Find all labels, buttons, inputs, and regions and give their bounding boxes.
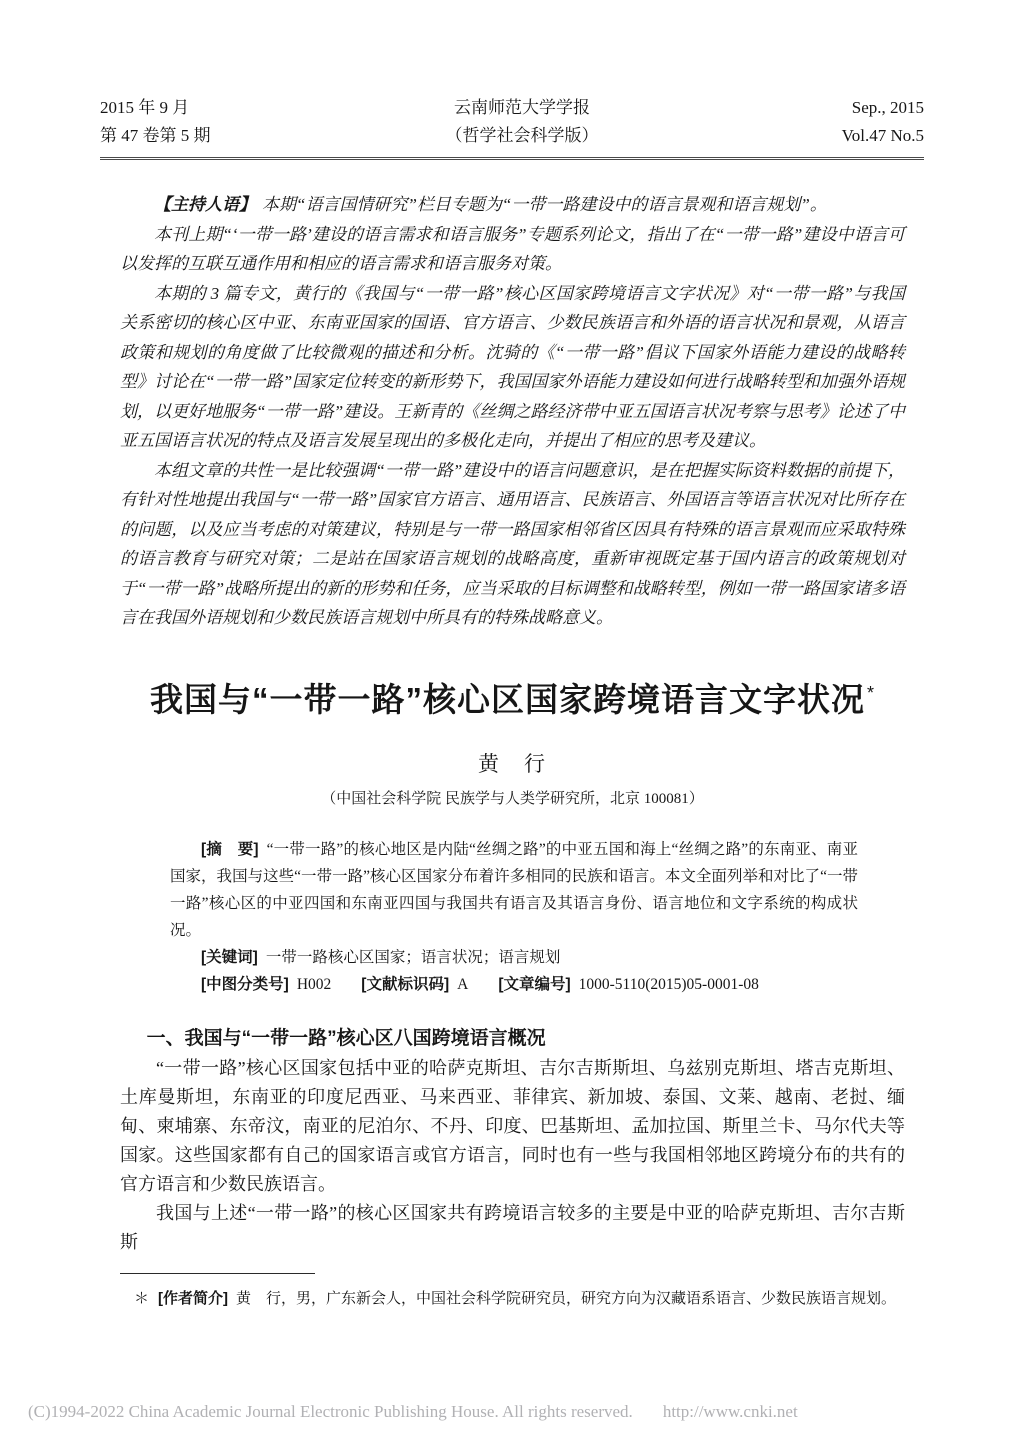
- footnote-text: 黄 行，男，广东新会人，中国社会科学院研究员，研究方向为汉藏语系语言、少数民族语言规划。: [236, 1290, 897, 1307]
- keywords-label: [关键词]: [201, 948, 258, 966]
- footnote-separator: [120, 1273, 315, 1274]
- abstract-label: [摘 要]: [201, 840, 259, 858]
- header-volume-en: Vol.47 No.5: [841, 126, 924, 145]
- title-footnote-mark: *: [866, 682, 875, 703]
- article-id-label: [文章编号]: [498, 975, 571, 993]
- clc-value: H002: [296, 975, 332, 993]
- author-bio-footnote: [120, 1287, 905, 1311]
- page-body: [120, 190, 905, 1311]
- footnote-mark: ＊: [134, 1290, 150, 1307]
- article-meta: [170, 836, 858, 998]
- cnki-url: http://www.cnki.net: [662, 1402, 798, 1421]
- journal-edition: （哲学社会科学版）: [445, 126, 599, 145]
- section-heading-1: 一、我国与“一带一路”核心区八国跨境语言概况: [146, 1027, 546, 1049]
- editor-note-label: 【主持人语】: [154, 195, 256, 214]
- abstract-text: “一带一路”的核心地区是内陆“丝绸之路”的中亚五国和海上“丝绸之路”的东南亚、南亚国家，我国与这些“一带一路”核心区国家分布着许多相同的民族和语言。本文全面列举和对比了“一带一路”核心区的中亚四国和东南亚四国与我国共有语言及其语言身份、语言地位和文字系统的构成状况。: [170, 840, 859, 939]
- footnote-label: [作者简介]: [158, 1289, 229, 1307]
- header-date-cn: 2015 年 9 月: [100, 98, 190, 117]
- article-title-text: 我国与“一带一路”核心区国家跨境语言文字状况: [149, 680, 865, 718]
- keywords: [170, 944, 858, 971]
- doc-code-value: A: [457, 975, 469, 993]
- header-volume-cn: 第 47 卷第 5 期: [100, 126, 211, 145]
- editor-note-text: 本期“语言国情研究”栏目专题为“一带一路建设中的语言景观和语言规划”。: [262, 195, 827, 214]
- clc-label: [中图分类号]: [201, 975, 289, 993]
- editor-note-paragraph: 本期的 3 篇专文，黄行的《我国与“一带一路”核心区国家跨境语言文字状况》对“一带一路”与我国关系密切的核心区中亚、东南亚国家的国语、官方语言、少数民族语言和外语的语言状况和景观，从语言政策和规划的角度做了比较微观的描述和分析。沈骑的《“一带一路”倡议下国家外语能力建设的战略转型》讨论在“一带一路”国家定位转变的新形势下，我国国家外语能力建设如何进行战略转型和加强外语规划，以更好地服务“一带一路”建设。王新青的《丝绸之路经济带中亚五国语言状况考察与思考》论述了中亚五国语言状况的特点及语言发展呈现出的多极化走向，并提出了相应的思考及建议。: [120, 283, 905, 450]
- article-id-value: 1000-5110(2015)05-0001-08: [578, 975, 759, 993]
- header-issue-en: [774, 94, 924, 150]
- journal-name: 云南师范大学学报: [454, 98, 590, 117]
- classification-line: [170, 971, 858, 998]
- journal-title-block: [446, 94, 599, 150]
- article-title: [120, 669, 905, 724]
- editor-note-paragraph: 本刊上期“‘一带一路’建设的语言需求和语言服务”专题系列论文，指出了在“一带一路”建设中语言可以发挥的互联互通作用和相应的语言需求和语言服务对策。: [120, 224, 905, 273]
- journal-header: [100, 0, 924, 150]
- copyright-line: [28, 1402, 798, 1422]
- editor-note-paragraph: 本组文章的共性一是比较强调“一带一路”建设中的语言问题意识，是在把握实际资料数据的前提下，有针对性地提出我国与“一带一路”国家官方语言、通用语言、民族语言、外国语言等语言状况对比所存在的问题，以及应当考虑的对策建议，特别是与一带一路国家相邻省区因具有特殊的语言景观而应采取特殊的语言教育与研究对策；二是站在国家语言规划的战略高度，重新审视既定基于国内语言的政策规划对于“一带一路”战略所提出的新的形势和任务，应当采取的目标调整和战略转型，例如一带一路国家诸多语言在我国外语规划和少数民族语言规划中所具有的特殊战略意义。: [120, 460, 905, 627]
- editor-note: [120, 190, 905, 633]
- author-affiliation: （中国社会科学院 民族学与人类学研究所，北京 100081）: [321, 790, 704, 807]
- header-double-rule: [100, 157, 924, 160]
- header-issue-cn: [100, 94, 270, 150]
- abstract: [170, 836, 858, 944]
- header-date-en: Sep., 2015: [851, 98, 924, 117]
- editor-note-paragraph: [120, 190, 905, 220]
- doc-code-label: [文献标识码]: [361, 975, 450, 993]
- author-name: 黄 行: [478, 751, 547, 776]
- copyright-text: (C)1994-2022 China Academic Journal Electronic Publishing House. All rights reserved.: [28, 1402, 633, 1421]
- keywords-text: 一带一路核心区国家；语言状况；语言规划: [265, 948, 561, 966]
- body-paragraph: “一带一路”核心区国家包括中亚的哈萨克斯坦、吉尔吉斯斯坦、乌兹别克斯坦、塔吉克斯坦、土库曼斯坦，东南亚的印度尼西亚、马来西亚、菲律宾、新加坡、泰国、文莱、越南、老挝、缅甸、柬埔寨、东帝汶，南亚的尼泊尔、不丹、印度、巴基斯坦、孟加拉国、斯里兰卡、马尔代夫等国家。这些国家都有自己的国家语言或官方语言，同时也有一些与我国相邻地区跨境分布的共有的官方语言和少数民族语言。: [120, 1057, 905, 1194]
- body-paragraph: 我国与上述“一带一路”的核心区国家共有跨境语言较多的主要是中亚的哈萨克斯坦、吉尔吉斯斯: [120, 1202, 905, 1252]
